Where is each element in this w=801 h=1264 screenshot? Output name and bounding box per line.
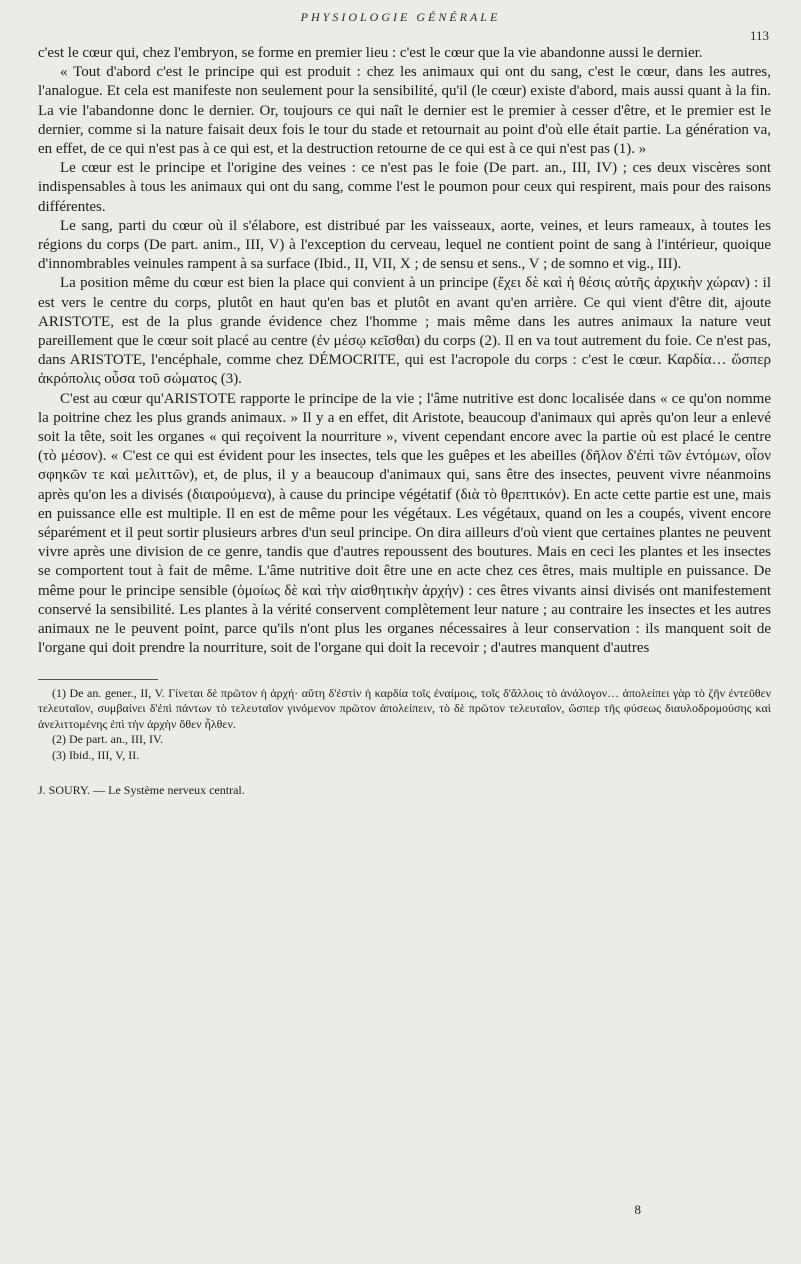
footnote: (3) Ibid., III, V, II. xyxy=(52,747,140,762)
paragraph: C'est au cœur qu'ARISTOTE rapporte le principe de la vie ; l'âme nutritive est donc localisée dans « ce qu'on nomme la poitrine chez les plus grands animaux. » Il y a en effet, dit Aristote, beaucoup d'animaux qui après qu'on leur a enlevé soit la tête, soit les organes « qui reçoivent la nourriture », vivent cependant encore avec la partie où est placé le centre (τὸ μέσον). « C'est ce qui est évident pour les insectes, tels que les guêpes et les abeilles (δῆλον δ'ἐπὶ τῶν ἐντόμων, οἷον σφηκῶν τε καὶ μελιττῶν), et, de plus, il y a beaucoup d'animaux qui, sans être des insectes, peuvent vivre néanmoins après qu'on les a divisés (διαιρούμενα), à cause du principe végétatif (διὰ τὸ θρεπτικόν). En acte cette partie est une, mais en puissance elle est multiple. Il en est de même pour les végétaux. Les végétaux, quand on les a coupés, vivent encore séparément et il peut sortir plusieurs arbres d'un seul principe. On dira ailleurs d'où vient que certaines plantes ne peuvent vivre après une division de ce genre, tandis que d'autres repoussent des boutures. Mais en ceci les plantes et les insectes se comportent tout à fait de même. L'âme nutritive doit être une en acte chez ces êtres, mais multiple en puissance. De même pour le principe sensible (ὁμοίως δὲ καὶ τὴν αἰσθητικὴν ἀρχήν) : ces êtres vivants ainsi divisés ont manifestement conservé la sensibilité. Les plantes à la vérité conservent complètement leur nature ; au contraire les insectes et les autres animaux ne le peuvent point, parce qu'ils n'ont plus les organes nécessaires à leur conservation : ils manquent soit de l'organe qui doit prendre la nourriture, soit de l'organe qui doit la recevoir ; d'autres manquent d'autres xyxy=(38,390,771,657)
paragraph: Le sang, parti du cœur où il s'élabore, est distribué par les vaisseaux, aorte, veines, et leurs rameaux, à toutes les régions du corps (De part. anim., III, V) à l'exception du cerveau, lequel ne contient point de sang à l'intérieur, quoique d'innombrables veinules rampent à sa surface (Ibid., II, VII, X ; de sensu et sens., V ; de somno et vig., III). xyxy=(38,217,771,273)
paragraph: c'est le cœur qui, chez l'embryon, se forme en premier lieu : c'est le cœur que la vie abandonne aussi le dernier. xyxy=(38,45,703,61)
footnote-divider xyxy=(38,679,158,680)
signature-number: 8 xyxy=(634,1202,641,1217)
footnote: (1) De an. gener., II, V. Γίνεται δὲ πρῶτον ἡ ἀρχή· αὕτη δ'ἐστὶν ἡ καρδία τοῖς ἐναίμοις, τοῖς δ'ἄλλοις τὸ ἀνάλογον… ἀπολείπει γὰρ τὸ ζῆν ἐντεῦθεν τελευταῖον, συμβαίνει δ'ἐπὶ πάντων τὸ τελευταῖον γινόμενον πρῶτον ἀπολείπειν, τὸ δὲ πρῶτον τελευταῖον, ὥσπερ τῆς φύσεως διαυλοδρομούσης καὶ ἀνελιττομένης ἐπὶ τὴν ἀρχὴν ὅθεν ἦλθεν. xyxy=(38,685,771,731)
paragraph: La position même du cœur est bien la place qui convient à un principe (ἔχει δὲ καὶ ἡ θέσις αὐτῆς ἀρχικὴν χώραν) : il est vers le centre du corps, plutôt en haut qu'en bas et plutôt en avant qu'en arrière. Ce qui vient d'être dit, ajoute ARISTOTE, est de la plus grande évidence chez l'homme ; mais même dans les autres animaux la nature veut pareillement que le cœur soit placé au centre (ἐν μέσῳ κεῖσθαι) du corps (2). Il en va tout autrement du foie. Ce n'est pas, dans ARISTOTE, l'encéphale, comme chez DÉMOCRITE, qui est l'acropole du corps : c'est le cœur. Καρδία… ὥσπερ ἀκρόπολις οὖσα τοῦ σώματος (3). xyxy=(38,275,771,388)
paragraph: Le cœur est le principe et l'origine des veines : ce n'est pas le foie (De part. an., III, IV) ; ces deux viscères sont indispensables à tous les animaux qui ont du sang, comme l'est le poumon pour ceux qui respirent, mais pour des raisons différentes. xyxy=(38,160,771,215)
running-head: PHYSIOLOGIE GÉNÉRALE xyxy=(300,10,501,24)
body-text xyxy=(38,44,771,659)
footnote: (2) De part. an., III, IV. xyxy=(52,732,164,746)
signature-line: J. SOURY. — Le Système nerveux central. xyxy=(38,783,245,797)
page-number: 113 xyxy=(749,28,769,43)
footnotes xyxy=(38,686,771,764)
paragraph: « Tout d'abord c'est le principe qui est produit : chez les animaux qui ont du sang, c'est le cœur, dans les autres, l'analogue. Et cela est manifeste non seulement pour la sensibilité, qu'il (le cœur) existe d'abord, mais aussi quant à la fin. La vie l'abandonne donc le dernier. Or, toujours ce qui naît le dernier est le premier à cesser d'être, et le premier est le dernier, comme si la nature faisait deux fois le tour du stade et retournait au point d'où elle était partie. La génération va, en effet, de ce qui n'est pas à ce qui est, et la destruction retourne de ce qui est à ce qui n'est pas (1). » xyxy=(38,64,771,158)
